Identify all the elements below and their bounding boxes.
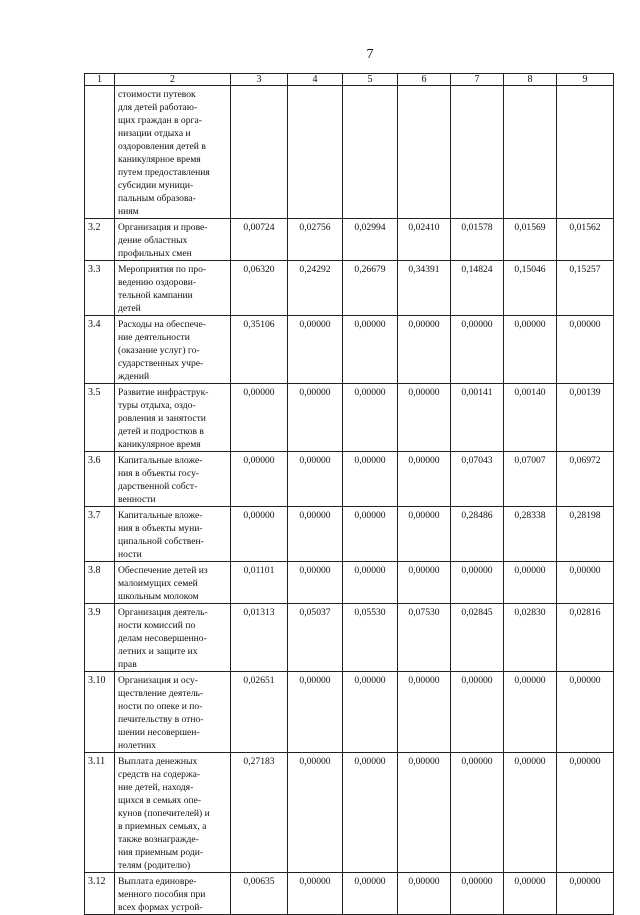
- header-cell: 8: [504, 74, 557, 86]
- value-cell: 0,00000: [398, 873, 451, 915]
- value-cell: 0,15257: [557, 261, 614, 316]
- row-description: стоимости путевок для детей работаю- щих граждан в орга- низации отдыха и оздоровления детей в каникулярное время путем предоставления субсидии муници- пальным образова- ниям: [115, 86, 231, 219]
- value-cell: 0,00000: [288, 507, 343, 562]
- value-cell: 0,02410: [398, 219, 451, 261]
- header-cell: 1: [85, 74, 115, 86]
- value-cell: 0,28338: [504, 507, 557, 562]
- value-cell: 0,28198: [557, 507, 614, 562]
- table-row: [85, 507, 614, 562]
- row-description: Организация деятель- ности комиссий по делам несовершенно- летних и защите их прав: [115, 604, 231, 672]
- value-cell: 0,00000: [398, 562, 451, 604]
- value-cell: 0,00000: [451, 672, 504, 753]
- value-cell: 0,00000: [451, 873, 504, 915]
- row-number: 3.9: [85, 604, 115, 672]
- value-cell: 0,00000: [343, 507, 398, 562]
- row-description: Выплата единовре- менного пособия при всех формах устрой-: [115, 873, 231, 915]
- value-cell: 0,00000: [557, 753, 614, 873]
- value-cell: 0,00000: [343, 452, 398, 507]
- value-cell: 0,07530: [398, 604, 451, 672]
- table-row: [85, 873, 614, 915]
- header-cell: 3: [231, 74, 288, 86]
- header-cell: 5: [343, 74, 398, 86]
- header-row: [85, 74, 614, 86]
- value-cell: 0,00000: [288, 562, 343, 604]
- value-cell: 0,00000: [231, 384, 288, 452]
- value-cell: 0,35106: [231, 316, 288, 384]
- value-cell: 0,02816: [557, 604, 614, 672]
- value-cell: 0,00000: [398, 672, 451, 753]
- value-cell: 0,00000: [288, 452, 343, 507]
- value-cell: [288, 86, 343, 219]
- value-cell: 0,00000: [288, 753, 343, 873]
- value-cell: 0,00000: [343, 873, 398, 915]
- table-row: [85, 672, 614, 753]
- page-number: 7: [366, 47, 374, 62]
- table-row: [85, 562, 614, 604]
- value-cell: 0,00000: [557, 316, 614, 384]
- table-row: [85, 261, 614, 316]
- row-number: 3.10: [85, 672, 115, 753]
- row-number: 3.7: [85, 507, 115, 562]
- value-cell: 0,00000: [504, 562, 557, 604]
- row-number: 3.5: [85, 384, 115, 452]
- value-cell: 0,00000: [504, 672, 557, 753]
- table-row: [85, 86, 614, 219]
- value-cell: 0,14824: [451, 261, 504, 316]
- row-number: 3.4: [85, 316, 115, 384]
- value-cell: 0,00140: [504, 384, 557, 452]
- value-cell: 0,00000: [557, 562, 614, 604]
- row-description: Организация и прове- дение областных профильных смен: [115, 219, 231, 261]
- value-cell: 0,01101: [231, 562, 288, 604]
- value-cell: 0,00000: [557, 873, 614, 915]
- value-cell: 0,01578: [451, 219, 504, 261]
- value-cell: 0,24292: [288, 261, 343, 316]
- value-cell: 0,00000: [343, 316, 398, 384]
- table-row: [85, 219, 614, 261]
- value-cell: 0,00141: [451, 384, 504, 452]
- value-cell: 0,00000: [451, 316, 504, 384]
- value-cell: 0,00000: [398, 316, 451, 384]
- value-cell: 0,01562: [557, 219, 614, 261]
- value-cell: 0,07043: [451, 452, 504, 507]
- value-cell: 0,02756: [288, 219, 343, 261]
- value-cell: 0,00000: [451, 562, 504, 604]
- value-cell: 0,00635: [231, 873, 288, 915]
- value-cell: 0,15046: [504, 261, 557, 316]
- row-description: Капитальные вложе- ния в объекты госу- дарственной собст- венности: [115, 452, 231, 507]
- value-cell: 0,00000: [504, 316, 557, 384]
- header-cell: 7: [451, 74, 504, 86]
- value-cell: 0,00000: [343, 672, 398, 753]
- row-number: [85, 86, 115, 219]
- row-description: Капитальные вложе- ния в объекты муни- ципальной собствен- ности: [115, 507, 231, 562]
- value-cell: 0,00000: [288, 384, 343, 452]
- value-cell: 0,28486: [451, 507, 504, 562]
- value-cell: [451, 86, 504, 219]
- table-row: [85, 753, 614, 873]
- value-cell: 0,00724: [231, 219, 288, 261]
- value-cell: 0,02651: [231, 672, 288, 753]
- value-cell: 0,02994: [343, 219, 398, 261]
- row-number: 3.3: [85, 261, 115, 316]
- table-row: [85, 316, 614, 384]
- header-cell: 4: [288, 74, 343, 86]
- value-cell: 0,00000: [288, 873, 343, 915]
- value-cell: 0,00000: [398, 384, 451, 452]
- value-cell: 0,00000: [288, 672, 343, 753]
- data-table: [84, 73, 614, 915]
- table-row: [85, 604, 614, 672]
- value-cell: 0,02830: [504, 604, 557, 672]
- value-cell: [504, 86, 557, 219]
- value-cell: 0,00000: [343, 562, 398, 604]
- table-row: [85, 384, 614, 452]
- value-cell: 0,05530: [343, 604, 398, 672]
- value-cell: 0,27183: [231, 753, 288, 873]
- header-cell: 6: [398, 74, 451, 86]
- value-cell: [398, 86, 451, 219]
- value-cell: 0,00000: [398, 753, 451, 873]
- value-cell: 0,00000: [288, 316, 343, 384]
- value-cell: 0,00000: [231, 507, 288, 562]
- value-cell: 0,01569: [504, 219, 557, 261]
- value-cell: 0,34391: [398, 261, 451, 316]
- row-description: Развитие инфраструк- туры отдыха, оздо- ровления и занятости детей и подростков в каникулярное время: [115, 384, 231, 452]
- value-cell: 0,00000: [398, 452, 451, 507]
- value-cell: 0,00000: [504, 873, 557, 915]
- table-row: [85, 452, 614, 507]
- row-number: 3.8: [85, 562, 115, 604]
- row-number: 3.2: [85, 219, 115, 261]
- row-number: 3.6: [85, 452, 115, 507]
- row-description: Организация и осу- ществление деятель- ности по опеке и по- печительству в отно- шении несовершен- нолетних: [115, 672, 231, 753]
- value-cell: 0,00000: [343, 753, 398, 873]
- value-cell: 0,00000: [504, 753, 557, 873]
- value-cell: 0,00000: [231, 452, 288, 507]
- value-cell: [231, 86, 288, 219]
- value-cell: [557, 86, 614, 219]
- value-cell: 0,06320: [231, 261, 288, 316]
- value-cell: 0,00000: [398, 507, 451, 562]
- row-description: Обеспечение детей из малоимущих семей школьным молоком: [115, 562, 231, 604]
- value-cell: 0,05037: [288, 604, 343, 672]
- row-description: Мероприятия по про- ведению оздорови- тельной кампании детей: [115, 261, 231, 316]
- value-cell: 0,00139: [557, 384, 614, 452]
- value-cell: 0,26679: [343, 261, 398, 316]
- row-description: Выплата денежных средств на содержа- ние детей, находя- щихся в семьях опе- кунов (попечителей) и в приемных семьях, а также вознагражде- ния приемным роди- телям (родителю): [115, 753, 231, 873]
- row-number: 3.12: [85, 873, 115, 915]
- value-cell: 0,06972: [557, 452, 614, 507]
- header-cell: 9: [557, 74, 614, 86]
- row-number: 3.11: [85, 753, 115, 873]
- row-description: Расходы на обеспече- ние деятельности (оказание услуг) го- сударственных учре- ждений: [115, 316, 231, 384]
- value-cell: 0,01313: [231, 604, 288, 672]
- value-cell: 0,00000: [451, 753, 504, 873]
- value-cell: 0,07007: [504, 452, 557, 507]
- value-cell: 0,00000: [343, 384, 398, 452]
- header-cell: 2: [115, 74, 231, 86]
- value-cell: 0,02845: [451, 604, 504, 672]
- value-cell: 0,00000: [557, 672, 614, 753]
- value-cell: [343, 86, 398, 219]
